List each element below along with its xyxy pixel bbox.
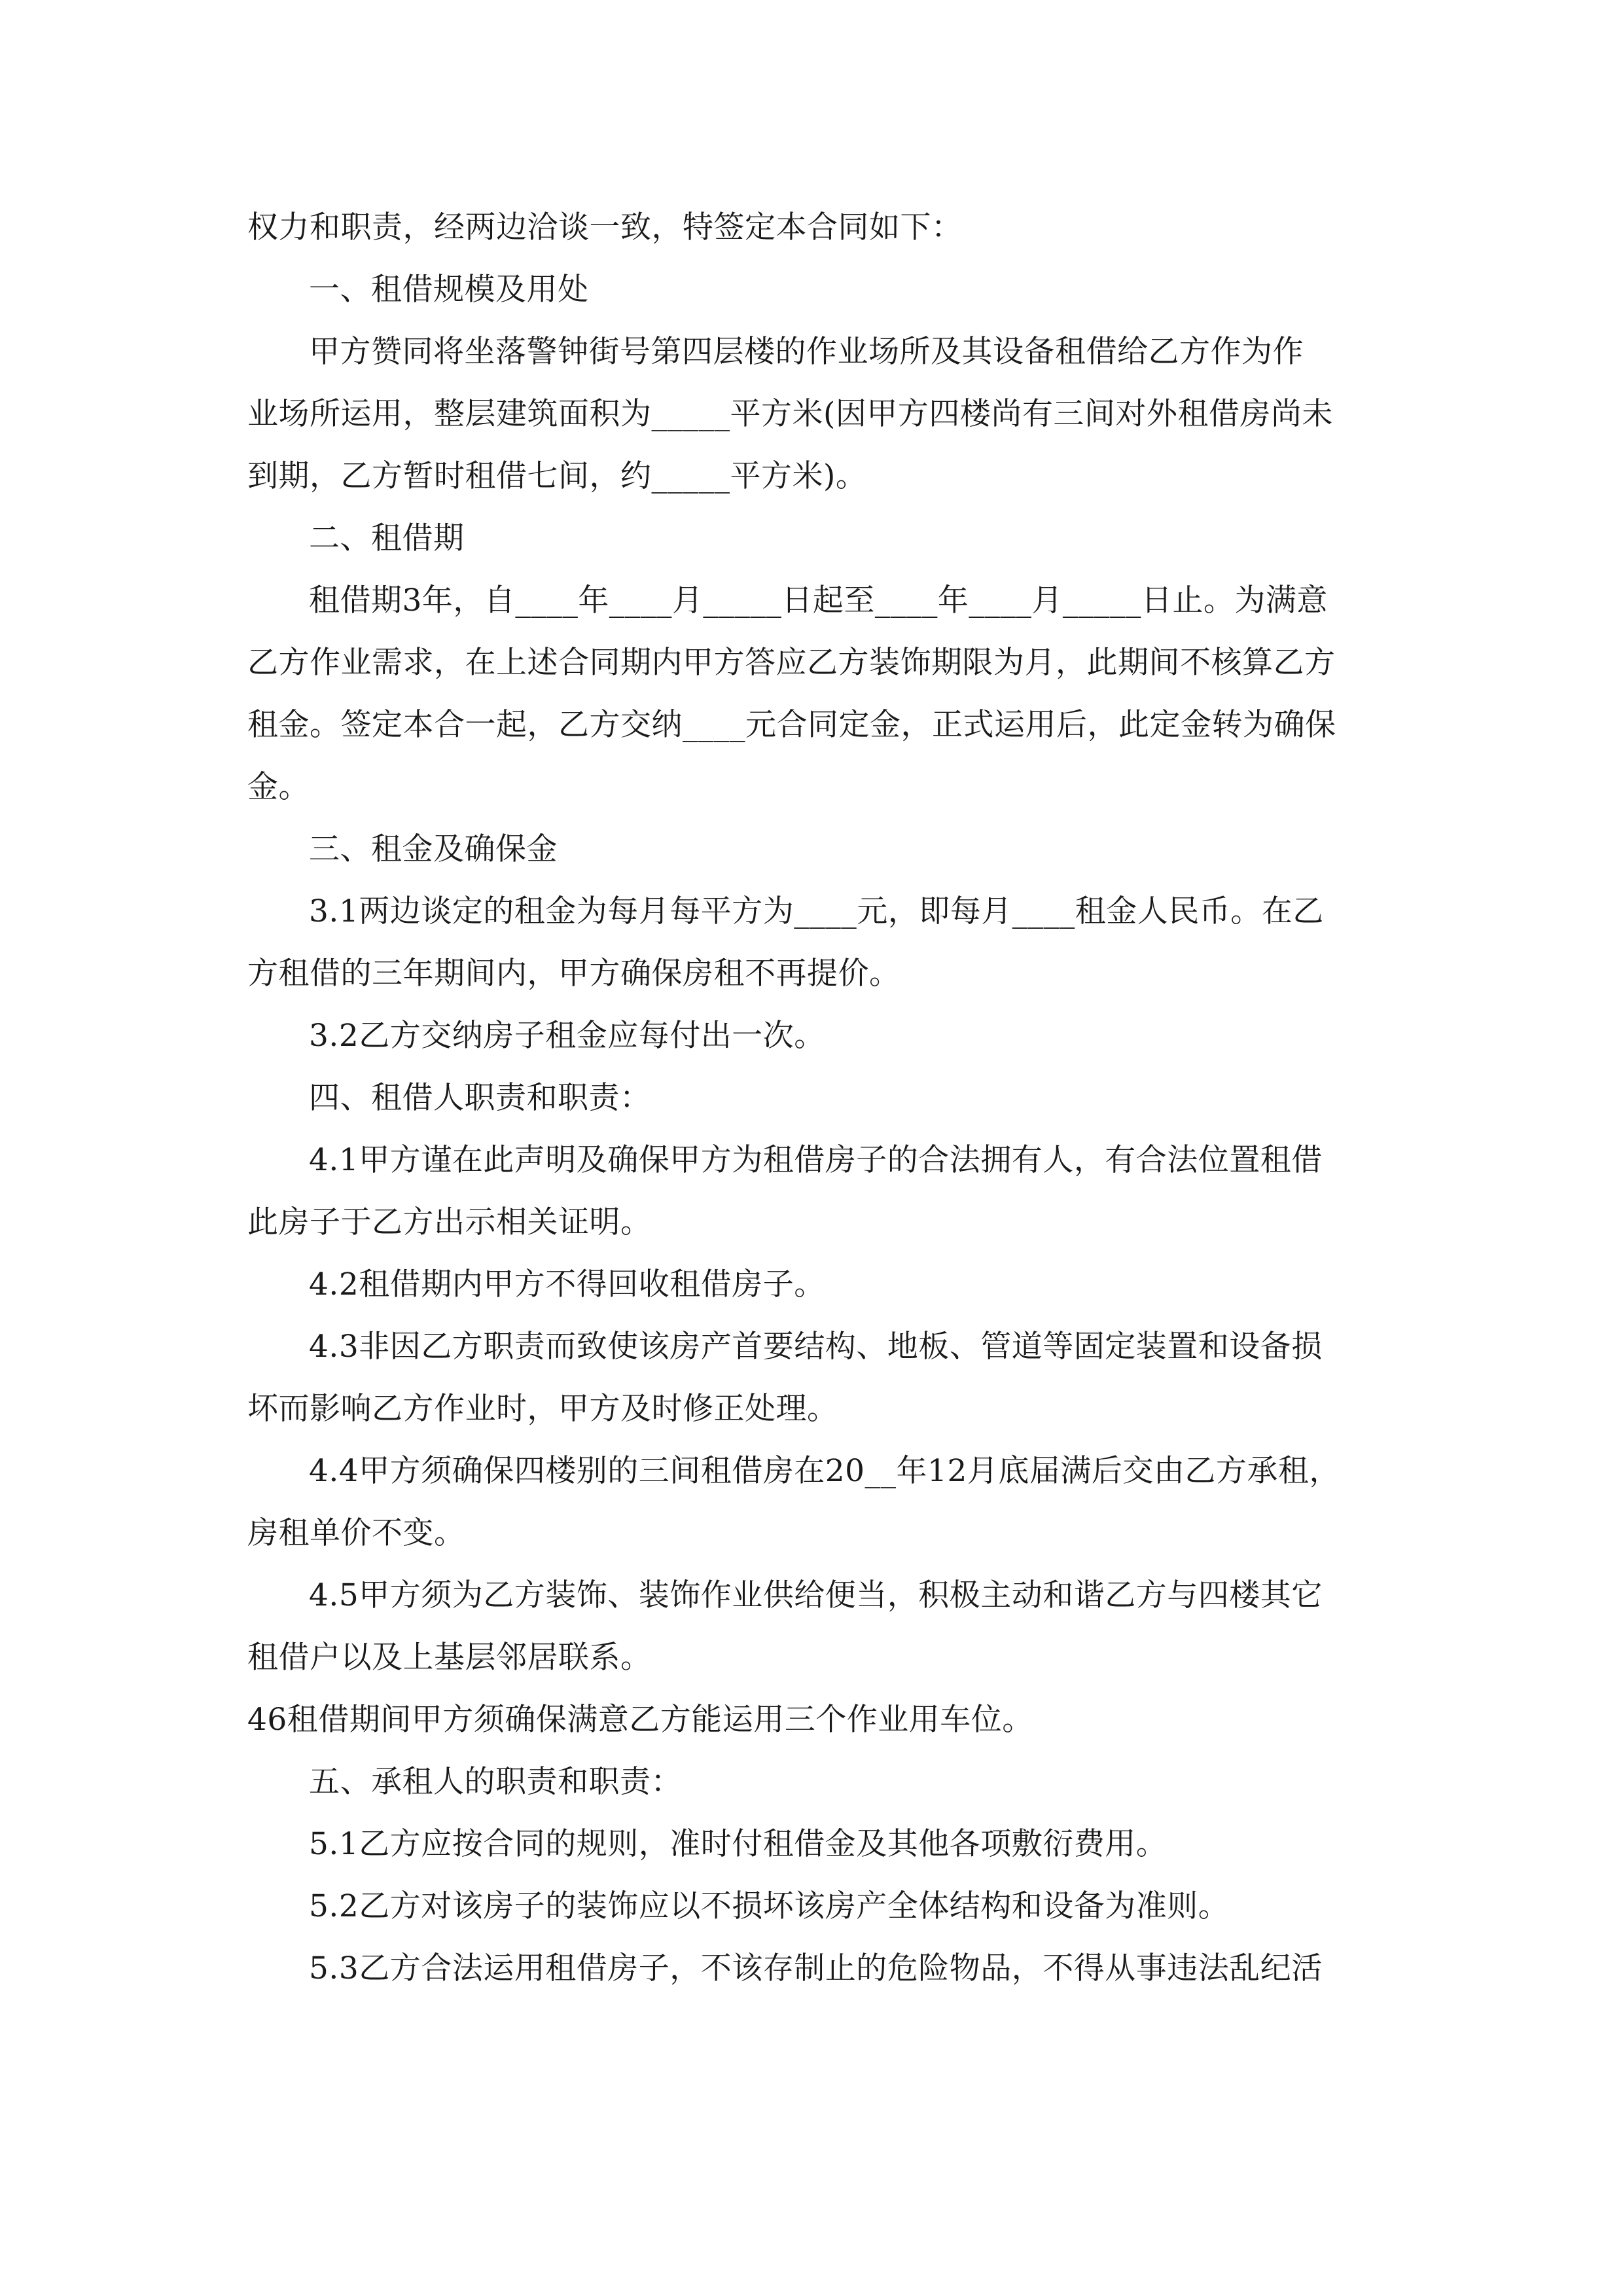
section-heading-4: 四、租借人职责和职责：: [309, 1080, 651, 1116]
text-line-24: 租借户以及上基层邻居联系。: [247, 1640, 652, 1676]
text-line-25: 46租借期间甲方须确保满意乙方能运用三个作业用车位。: [247, 1702, 1033, 1738]
text-line-13: 方租借的三年期间内，甲方确保房租不再提价。: [247, 956, 901, 992]
text-line-10: 金。: [247, 769, 310, 805]
text-line-3: 甲方赞同将坐落警钟街号第四层楼的作业场所及其设备租借给乙方作为作: [309, 334, 1304, 370]
text-line-1: 权力和职责，经两边洽谈一致，特签定本合同如下：: [247, 209, 963, 245]
text-line-29: 5.3乙方合法运用租借房子，不该存制止的危险物品，不得从事违法乱纪活: [309, 1950, 1323, 1986]
text-line-27: 5.1乙方应按合同的规则，准时付租借金及其他各项敷衍费用。: [309, 1826, 1168, 1862]
text-line-20: 坏而影响乙方作业时，甲方及时修正处理。: [247, 1391, 838, 1427]
text-line-4: 业场所运用，整层建筑面积为_____平方米(因甲方四楼尚有三间对外租借房尚未: [247, 396, 1333, 432]
text-line-16: 4.1甲方谨在此声明及确保甲方为租借房子的合法拥有人，有合法位置租借: [309, 1142, 1323, 1178]
text-line-23: 4.5甲方须为乙方装饰、装饰作业供给便当，积极主动和谐乙方与四楼其它: [309, 1577, 1323, 1613]
text-line-9: 租金。签定本合一起，乙方交纳____元合同定金，正式运用后，此定金转为确保: [247, 707, 1336, 743]
text-line-28: 5.2乙方对该房子的装饰应以不损坏该房产全体结构和设备为准则。: [309, 1888, 1230, 1924]
text-line-19: 4.3非因乙方职责而致使该房产首要结构、地板、管道等固定装置和设备损: [309, 1329, 1323, 1365]
text-line-17: 此房子于乙方出示相关证明。: [247, 1204, 652, 1240]
section-heading-5: 五、承租人的职责和职责：: [309, 1764, 682, 1800]
text-line-5: 到期，乙方暂时租借七间，约_____平方米)。: [247, 458, 867, 494]
text-line-7: 租借期3年，自____年____月_____日起至____年____月_____日止。为满意: [309, 583, 1328, 619]
section-heading-3: 三、租金及确保金: [309, 831, 558, 867]
section-heading-1: 一、租借规模及用处: [309, 272, 589, 308]
text-line-14: 3.2乙方交纳房子租金应每付出一次。: [309, 1018, 825, 1054]
text-line-8: 乙方作业需求，在上述合同期内甲方答应乙方装饰期限为月，此期间不核算乙方: [247, 645, 1336, 681]
section-heading-2: 二、租借期: [309, 520, 465, 556]
text-line-12: 3.1两边谈定的租金为每月每平方为____元，即每月____租金人民币。在乙: [309, 893, 1324, 929]
text-line-22: 房租单价不变。: [247, 1515, 465, 1551]
text-line-18: 4.2租借期内甲方不得回收租借房子。: [309, 1266, 825, 1302]
text-line-21: 4.4甲方须确保四楼别的三间租借房在20__年12月底届满后交由乙方承租，: [309, 1453, 1340, 1489]
